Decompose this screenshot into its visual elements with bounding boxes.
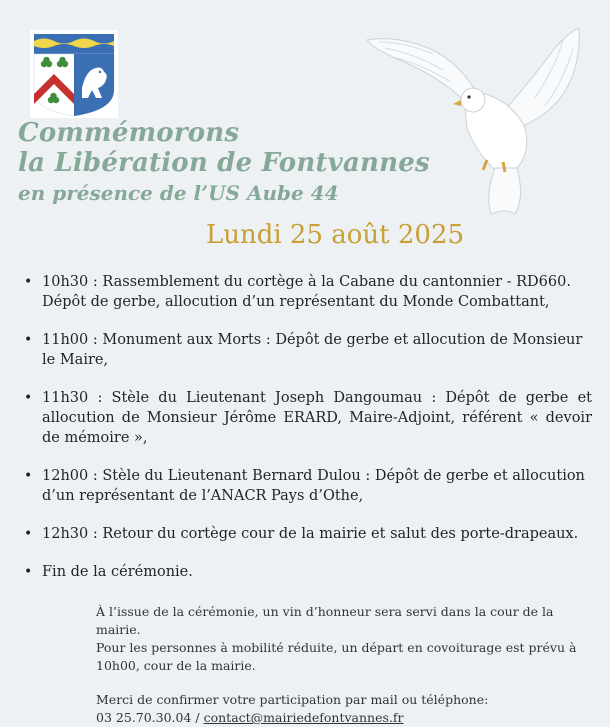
title-line-2: la Libération de Fontvannes xyxy=(18,148,430,178)
program-item: • 11h30 : Stèle du Lieutenant Joseph Dangoumau : Dépôt de gerbe et allocution de Monsieur Jérôme ERARD, Maire-Adjoint, référent « devoir de mémoire », xyxy=(20,388,592,448)
program-list xyxy=(20,272,592,582)
program-item: • 12h30 : Retour du cortège cour de la mairie et salut des porte-drapeaux. xyxy=(20,524,592,544)
rsvp-note: Merci de confirmer votre participation par mail ou téléphone: xyxy=(96,692,489,707)
title-line-1: Commémorons xyxy=(18,118,240,148)
contact-line xyxy=(96,709,590,727)
email-link[interactable]: contact@mairiedefontvannes.fr xyxy=(203,710,404,725)
contact-separator: / xyxy=(191,710,204,725)
phone-number: 03 25.70.30.04 xyxy=(96,710,192,725)
event-date: Lundi 25 août 2025 xyxy=(205,220,465,250)
program-item: • 11h00 : Monument aux Morts : Dépôt de gerbe et allocution de Monsieur le Maire, xyxy=(20,330,592,370)
program-item: • 12h00 : Stèle du Lieutenant Bernard Dulou : Dépôt de gerbe et allocution d’un représentant de l’ANACR Pays d’Othe, xyxy=(20,466,592,506)
fontvannes-coat-of-arms-icon xyxy=(30,30,118,118)
page-title xyxy=(18,118,430,178)
carpool-note: Pour les personnes à mobilité réduite, un départ en covoiturage est prévu à 10h00, cour de la mairie. xyxy=(96,640,577,673)
program-item: • 10h30 : Rassemblement du cortège à la Cabane du cantonnier - RD660. Dépôt de gerbe, allocution d’un représentant du Monde Combattant, xyxy=(20,272,592,312)
reception-note: À l’issue de la cérémonie, un vin d’honneur sera servi dans la cour de la mairie. xyxy=(96,604,554,637)
program-item: • Fin de la cérémonie. xyxy=(20,562,592,582)
notes-block xyxy=(96,603,590,727)
page-subtitle: en présence de l’US Aube 44 xyxy=(18,181,339,205)
